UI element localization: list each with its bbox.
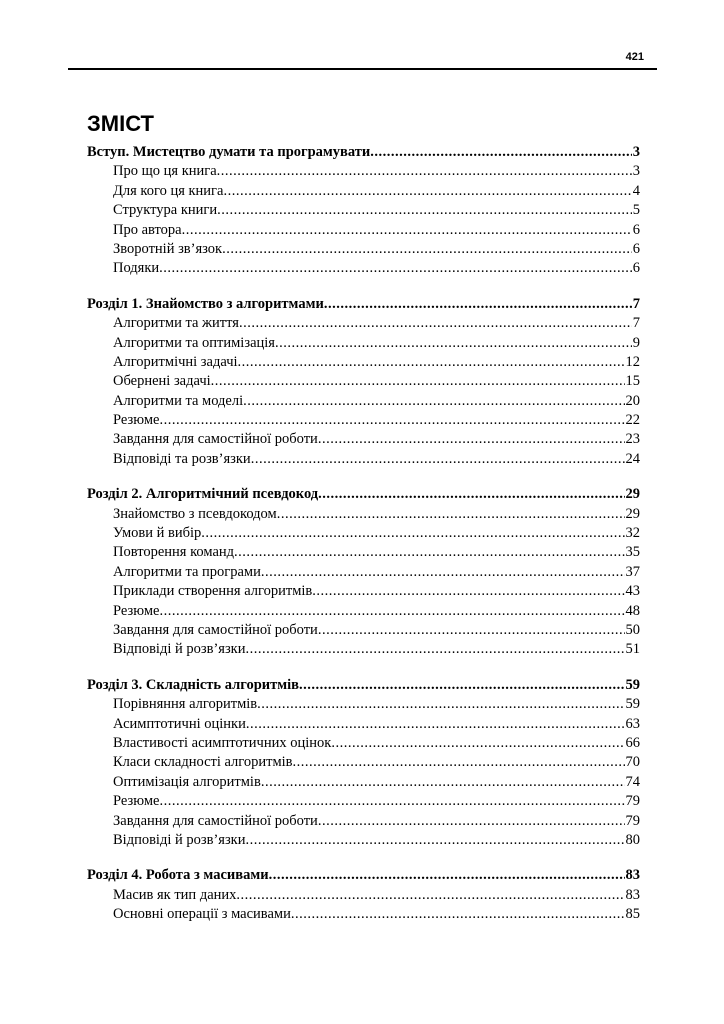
toc-entry[interactable] — [87, 259, 640, 278]
toc-entry-title: Відповіді та розв’язки — [113, 450, 251, 467]
dot-leader — [159, 411, 624, 430]
toc-entry-page: 48 — [625, 602, 640, 619]
dot-leader — [217, 201, 632, 220]
dot-leader — [269, 866, 625, 885]
dot-leader — [245, 831, 624, 850]
toc-entry[interactable] — [87, 753, 640, 772]
toc-entry-title: Розділ 1. Знайомство з алгоритмами — [87, 295, 324, 312]
toc-entry[interactable] — [87, 773, 640, 792]
toc-entry-page: 51 — [625, 641, 640, 658]
dot-leader — [222, 240, 632, 259]
toc-entry-page: 59 — [625, 696, 640, 713]
dot-leader — [318, 485, 624, 504]
toc-entry-title: Резюме — [113, 412, 160, 429]
section-spacer — [87, 850, 640, 866]
toc-entry-title: Властивості асимптотичних оцінок — [113, 734, 332, 751]
dot-leader — [291, 905, 625, 924]
toc-entry[interactable] — [87, 201, 640, 220]
toc-entry[interactable] — [87, 602, 640, 621]
toc-entry[interactable] — [87, 621, 640, 640]
dot-leader — [370, 143, 632, 162]
dot-leader — [182, 221, 632, 240]
dot-leader — [261, 563, 625, 582]
toc-entry-page: 6 — [632, 260, 640, 277]
toc-entry-page: 24 — [625, 450, 640, 467]
toc-section-entry[interactable] — [87, 485, 640, 504]
dot-leader — [223, 182, 631, 201]
toc-entry-title: Розділ 2. Алгоритмічний псевдокод — [87, 486, 319, 503]
toc-entry[interactable] — [87, 831, 640, 850]
dot-leader — [159, 602, 624, 621]
toc-entry-title: Алгоритми та життя — [113, 315, 239, 332]
toc-entry-page: 80 — [625, 831, 640, 848]
toc-entry-title: Для кого ця книга — [113, 182, 224, 199]
table-of-contents — [87, 143, 640, 924]
toc-entry[interactable] — [87, 334, 640, 353]
dot-leader — [234, 543, 624, 562]
toc-entry-title: Завдання для самостійної роботи — [113, 621, 318, 638]
toc-entry-page: 59 — [625, 676, 640, 693]
toc-entry-title: Про що ця книга — [113, 163, 217, 180]
toc-entry-title: Відповіді й розв’язки — [113, 641, 246, 658]
toc-entry[interactable] — [87, 812, 640, 831]
toc-entry-title: Умови й вибір — [113, 525, 202, 542]
toc-entry-page: 15 — [625, 373, 640, 390]
toc-entry[interactable] — [87, 695, 640, 714]
toc-entry[interactable] — [87, 430, 640, 449]
toc-entry[interactable] — [87, 392, 640, 411]
toc-entry-title: Основні операції з масивами — [113, 906, 291, 923]
dot-leader — [277, 505, 625, 524]
page-number: 421 — [625, 51, 644, 63]
toc-section-entry[interactable] — [87, 295, 640, 314]
dot-leader — [312, 582, 624, 601]
toc-entry-title: Приклади створення алгоритмів — [113, 583, 313, 600]
toc-entry-page: 50 — [625, 621, 640, 638]
dot-leader — [245, 640, 624, 659]
section-spacer — [87, 279, 640, 295]
toc-entry-page: 3 — [632, 163, 640, 180]
toc-entry-title: Порівняння алгоритмів — [113, 696, 258, 713]
toc-entry-page: 43 — [625, 583, 640, 600]
toc-entry-page: 29 — [625, 505, 640, 522]
dot-leader — [275, 334, 632, 353]
toc-entry-page: 74 — [625, 773, 640, 790]
toc-entry-page: 7 — [632, 295, 640, 312]
toc-entry-page: 3 — [632, 144, 640, 160]
toc-entry-page: 66 — [625, 734, 640, 751]
toc-entry[interactable] — [87, 792, 640, 811]
toc-section-entry[interactable] — [87, 676, 640, 695]
toc-entry-page: 79 — [625, 812, 640, 829]
toc-entry[interactable] — [87, 905, 640, 924]
toc-entry-title: Класи складності алгоритмів — [113, 754, 293, 771]
dot-leader — [261, 773, 625, 792]
toc-entry-title: Обернені задачі — [113, 373, 211, 390]
dot-leader — [324, 295, 632, 314]
dot-leader — [211, 372, 625, 391]
toc-entry-page: 63 — [625, 715, 640, 732]
toc-entry[interactable] — [87, 505, 640, 524]
toc-entry-page: 32 — [625, 525, 640, 542]
toc-entry[interactable] — [87, 450, 640, 469]
toc-entry[interactable] — [87, 524, 640, 543]
toc-entry[interactable] — [87, 582, 640, 601]
toc-entry-page: 9 — [632, 334, 640, 351]
toc-entry-page: 35 — [625, 544, 640, 561]
toc-entry-title: Розділ 3. Складність алгоритмів — [87, 676, 299, 693]
toc-entry-page: 5 — [632, 202, 640, 219]
toc-entry-page: 79 — [625, 793, 640, 810]
dot-leader — [299, 676, 625, 695]
toc-entry-page: 29 — [625, 486, 640, 503]
toc-entry-page: 37 — [625, 563, 640, 580]
toc-entry-title: Подяки — [113, 260, 160, 277]
toc-title: ЗМІСТ — [87, 111, 154, 136]
dot-leader — [159, 792, 624, 811]
toc-entry-title: Оптимізація алгоритмів — [113, 773, 261, 790]
toc-entry-page: 6 — [632, 240, 640, 257]
toc-entry[interactable] — [87, 353, 640, 372]
toc-entry-title: Алгоритми та моделі — [113, 392, 244, 409]
dot-leader — [251, 450, 625, 469]
toc-entry-title: Алгоритми та оптимізація — [113, 334, 275, 351]
toc-entry-page: 7 — [632, 315, 640, 332]
toc-entry[interactable] — [87, 640, 640, 659]
toc-section-entry[interactable] — [87, 143, 640, 162]
toc-entry[interactable] — [87, 563, 640, 582]
toc-entry-title: Алгоритмічні задачі — [113, 353, 238, 370]
toc-entry[interactable] — [87, 543, 640, 562]
dot-leader — [331, 734, 624, 753]
toc-entry-title: Зворотній зв’язок — [113, 240, 223, 257]
dot-leader — [238, 353, 625, 372]
toc-entry[interactable] — [87, 240, 640, 259]
section-spacer — [87, 660, 640, 676]
section-spacer — [87, 469, 640, 485]
toc-entry-title: Резюме — [113, 602, 160, 619]
toc-entry-page: 23 — [625, 431, 640, 448]
dot-leader — [201, 524, 624, 543]
dot-leader — [217, 162, 632, 181]
toc-entry-page: 85 — [625, 906, 640, 923]
dot-leader — [257, 695, 624, 714]
toc-entry[interactable] — [87, 182, 640, 201]
dot-leader — [318, 812, 625, 831]
dot-leader — [236, 886, 624, 905]
toc-entry-title: Повторення команд — [113, 544, 235, 561]
toc-entry-title: Масив як тип даних — [113, 886, 237, 903]
dot-leader — [239, 314, 632, 333]
toc-entry[interactable] — [87, 411, 640, 430]
header-rule — [68, 68, 657, 70]
toc-entry-page: 70 — [625, 754, 640, 771]
toc-entry-page: 12 — [625, 353, 640, 370]
toc-section-entry[interactable] — [87, 866, 640, 885]
toc-entry-page: 83 — [625, 886, 640, 903]
toc-entry-page: 83 — [625, 867, 640, 884]
toc-entry-title: Про автора — [113, 221, 182, 238]
toc-entry-page: 6 — [632, 221, 640, 238]
toc-entry[interactable] — [87, 715, 640, 734]
toc-entry[interactable] — [87, 221, 640, 240]
toc-entry-page: 4 — [632, 182, 640, 199]
toc-entry-page: 22 — [625, 412, 640, 429]
dot-leader — [293, 753, 625, 772]
toc-entry-page: 20 — [625, 392, 640, 409]
toc-entry[interactable] — [87, 886, 640, 905]
toc-entry-title: Асимптотичні оцінки — [113, 715, 246, 732]
toc-entry[interactable] — [87, 162, 640, 181]
toc-entry[interactable] — [87, 734, 640, 753]
toc-entry[interactable] — [87, 372, 640, 391]
toc-entry-title: Завдання для самостійної роботи — [113, 431, 318, 448]
dot-leader — [159, 259, 632, 278]
dot-leader — [246, 715, 625, 734]
toc-entry-title: Відповіді й розв’язки — [113, 831, 246, 848]
toc-entry-title: Структура книги — [113, 202, 218, 219]
toc-entry-title: Розділ 4. Робота з масивами — [87, 867, 269, 884]
toc-entry-title: Алгоритми та програми — [113, 563, 261, 580]
toc-entry-title: Завдання для самостійної роботи — [113, 812, 318, 829]
toc-entry-title: Знайомство з псевдокодом — [113, 505, 277, 522]
dot-leader — [318, 621, 625, 640]
toc-entry-title: Резюме — [113, 793, 160, 810]
toc-entry-title: Вступ. Мистецтво думати та програмувати — [87, 144, 371, 160]
dot-leader — [243, 392, 624, 411]
dot-leader — [318, 430, 625, 449]
toc-entry[interactable] — [87, 314, 640, 333]
